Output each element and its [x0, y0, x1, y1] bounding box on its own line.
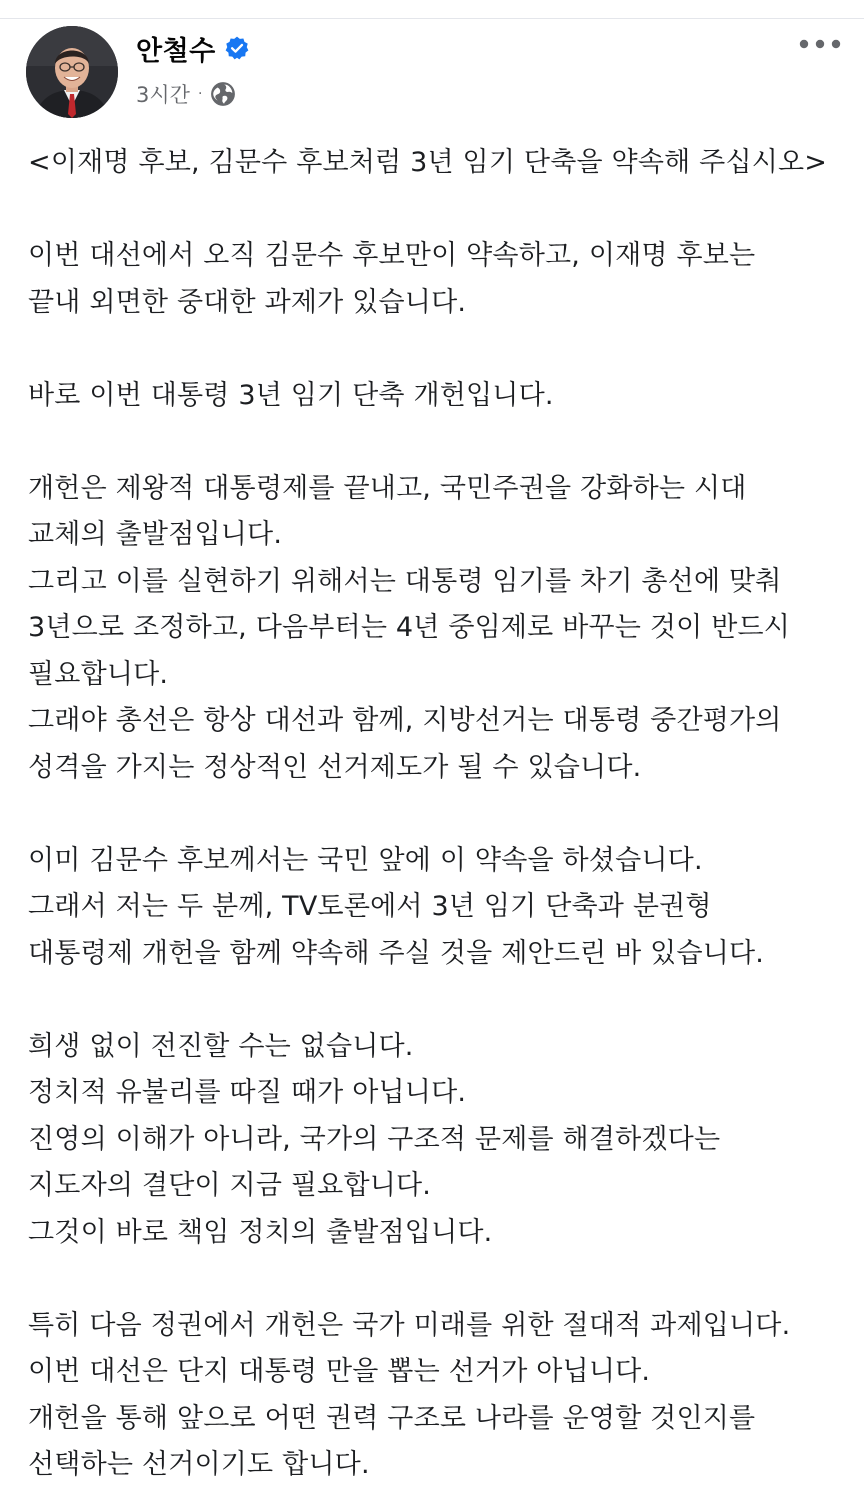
author-name[interactable]: 안철수 [136, 35, 216, 67]
post-text-line: 그래야 총선은 항상 대선과 함께, 지방선거는 대통령 중간평가의 [28, 705, 782, 736]
post-text-line: 이번 대선은 단지 대통령 만을 뽑는 선거가 아닙니다. [28, 1356, 651, 1387]
post-text-line: 희생 없이 전진할 수는 없습니다. [28, 1030, 414, 1062]
post-text-line: 그리고 이를 실현하기 위해서는 대통령 임기를 차기 총선에 맞춰 [28, 565, 782, 597]
post-body [28, 140, 848, 1489]
post-text-line: 끝내 외면한 중대한 과제가 있습니다. [28, 286, 467, 318]
author-name-row [136, 28, 250, 68]
avatar[interactable] [26, 26, 118, 118]
post-header [0, 0, 864, 130]
more-options-button[interactable] [792, 28, 848, 60]
post-text-line: 필요합니다. [28, 658, 169, 690]
paragraph-gap [28, 326, 848, 373]
post-paragraph [28, 373, 848, 420]
more-options-icon [798, 38, 842, 50]
post-text-line: 교체의 출발점입니다. [28, 519, 283, 550]
post-text-line: 정치적 유불리를 따질 때가 아닙니다. [28, 1077, 467, 1108]
post-text-line: 바로 이번 대통령 3년 임기 단축 개헌입니다. [28, 379, 554, 411]
post-meta [136, 78, 236, 110]
post-text-line: 그래서 저는 두 분께, TV토론에서 3년 임기 단축과 분권형 [28, 891, 712, 922]
post-text-line: 개헌은 제왕적 대통령제를 끝내고, 국민주권을 강화하는 시대 [28, 472, 747, 504]
paragraph-gap [28, 791, 848, 838]
post-paragraph [28, 233, 848, 326]
post-time[interactable]: 3시간 [136, 83, 190, 107]
post-paragraph [28, 466, 848, 792]
post-paragraph [28, 1303, 848, 1489]
post-text-line: 3년으로 조정하고, 다음부터는 4년 중임제로 바꾸는 것이 반드시 [28, 612, 791, 643]
post-paragraph [28, 140, 848, 187]
post-paragraph [28, 838, 848, 978]
post-text-line: 이번 대선에서 오직 김문수 후보만이 약속하고, 이재명 후보는 [28, 240, 756, 271]
verified-badge-icon [224, 35, 250, 61]
post-text-line: 그것이 바로 책임 정치의 출발점입니다. [28, 1216, 493, 1248]
post-text-line: 성격을 가지는 정상적인 선거제도가 될 수 있습니다. [28, 751, 642, 783]
post-text-line: 개헌을 통해 앞으로 어떤 권력 구조로 나라를 운영할 것인지를 [28, 1402, 756, 1434]
post-text-line: 진영의 이해가 아니라, 국가의 구조적 문제를 해결하겠다는 [28, 1123, 721, 1155]
paragraph-gap [28, 419, 848, 466]
paragraph-gap [28, 1256, 848, 1303]
post-text-line: 대통령제 개헌을 함께 약속해 주실 것을 제안드린 바 있습니다. [28, 937, 765, 969]
post-text-line: 특히 다음 정권에서 개헌은 국가 미래를 위한 절대적 과제입니다. [28, 1309, 791, 1341]
post-paragraph [28, 1024, 848, 1257]
paragraph-gap [28, 977, 848, 1024]
post-text-line: <이재명 후보, 김문수 후보처럼 3년 임기 단축을 약속해 주십시오> [28, 147, 828, 178]
meta-separator: · [197, 86, 203, 102]
globe-icon[interactable] [210, 81, 236, 107]
post-text-line: 지도자의 결단이 지금 필요합니다. [28, 1170, 432, 1201]
post-text-line: 선택하는 선거이기도 합니다. [28, 1449, 370, 1480]
paragraph-gap [28, 187, 848, 234]
avatar-image [26, 26, 118, 118]
post-text-line: 이미 김문수 후보께서는 국민 앞에 이 약속을 하셨습니다. [28, 844, 703, 876]
